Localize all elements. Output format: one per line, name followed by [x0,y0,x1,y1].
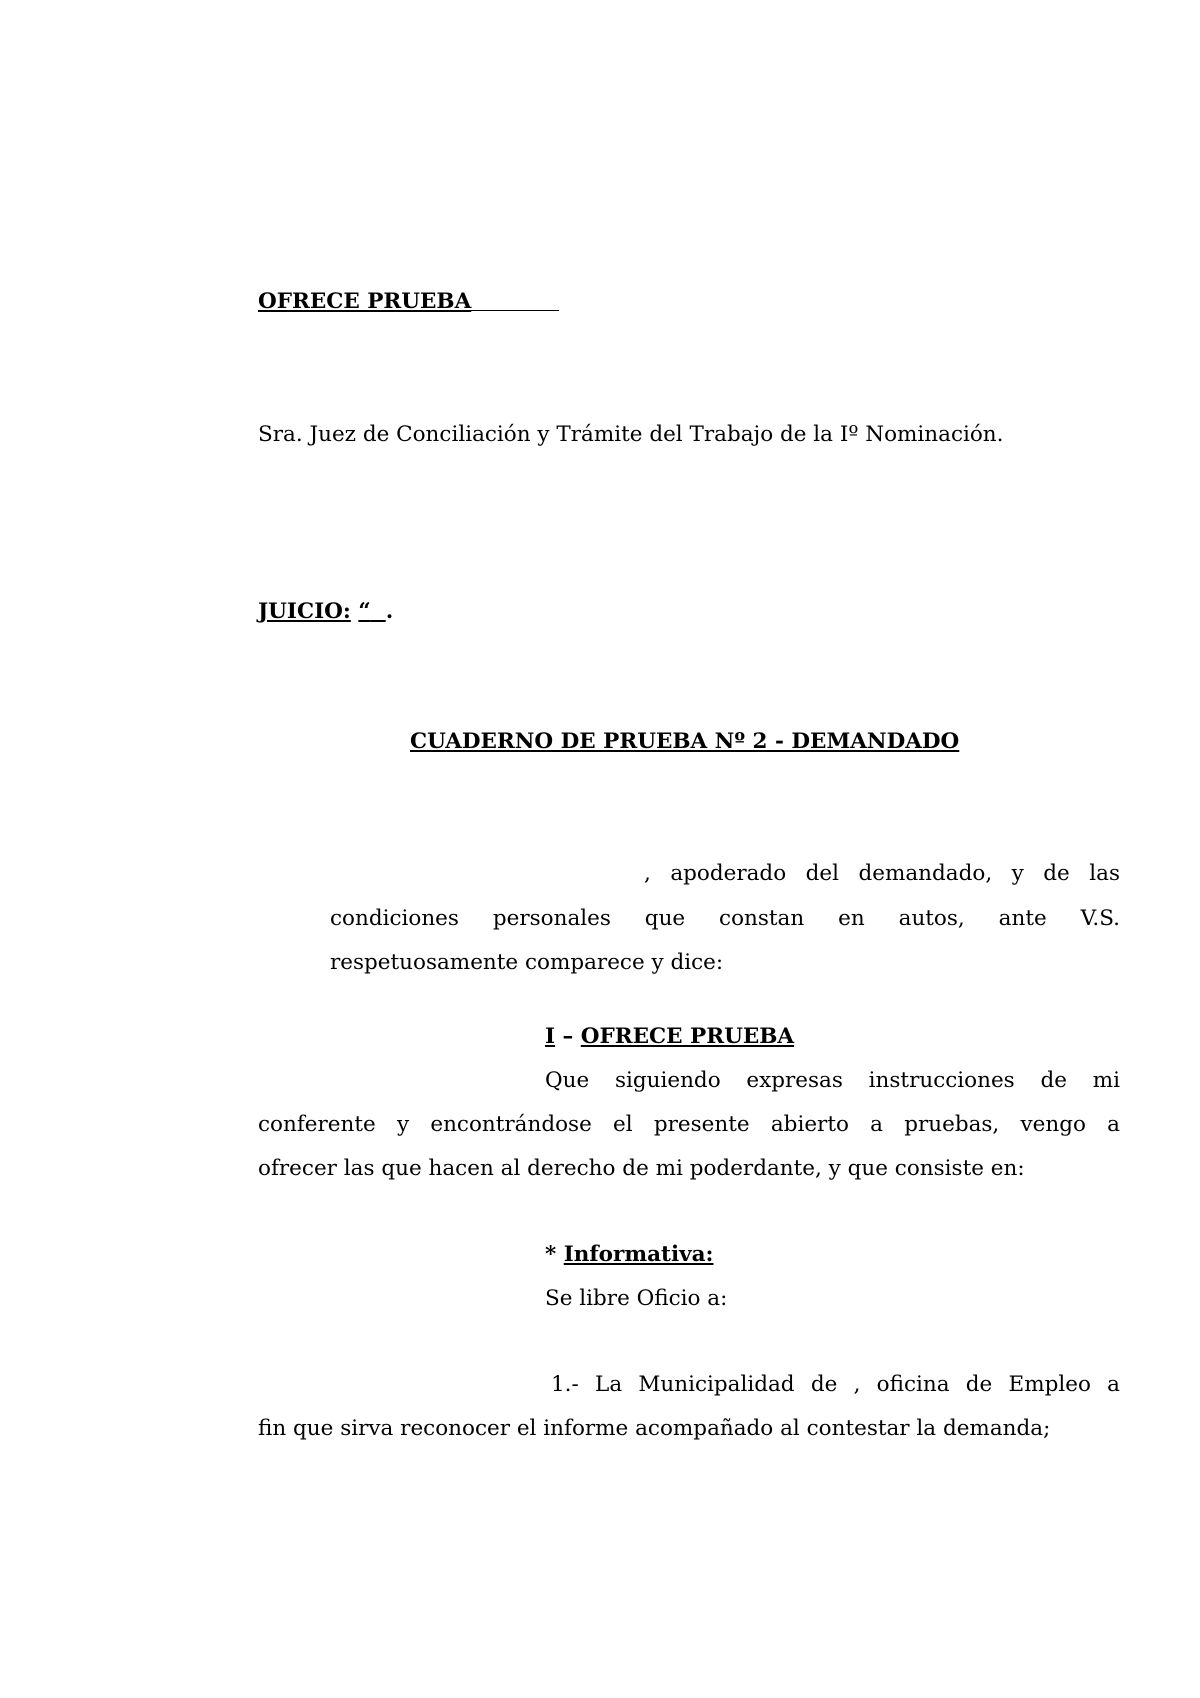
juicio-line [258,597,393,627]
informativa-bullet: * [545,1242,564,1267]
cuaderno-heading: CUADERNO DE PRUEBA Nº 2 - DEMANDADO [410,729,960,754]
informativa-heading [545,1240,713,1270]
juicio-quote: “ [358,599,371,624]
section-i-numeral: I [545,1024,556,1049]
item1-line-1: 1.- La Municipalidad de , oficina de Empleo a [551,1372,1120,1397]
section-i-dash: – [555,1024,581,1049]
intro-line-2: condiciones personales que constan en autos, ante V.S. [330,906,1120,931]
juicio-end: . [385,599,394,624]
title-text: OFRECE PRUEBA [258,289,472,314]
informativa-subtitle: Se libre Oficio a: [545,1286,728,1311]
body-line-1: Que siguiendo expresas instrucciones de mi [545,1068,1120,1093]
title-underline-gap [471,290,559,311]
section-i-title: OFRECE PRUEBA [580,1024,795,1049]
addressee-line: Sra. Juez de Conciliación y Trámite del Trabajo de la Iº Nominación. [258,422,1004,447]
juicio-blank [371,599,386,624]
section-i-heading [545,1022,794,1052]
informativa-title: Informativa: [563,1242,714,1267]
item1-line-2: fin que sirva reconocer el informe acompañado al contestar la demanda; [258,1416,1051,1441]
juicio-label: JUICIO: [258,599,351,624]
intro-line-1: , apoderado del demandado, y de las [644,861,1120,886]
document-title [258,287,559,317]
body-line-2: conferente y encontrándose el presente abierto a pruebas, vengo a [258,1112,1120,1137]
intro-line-3: respetuosamente comparece y dice: [330,950,724,975]
body-line-3: ofrecer las que hacen al derecho de mi poderdante, y que consiste en: [258,1156,1025,1181]
